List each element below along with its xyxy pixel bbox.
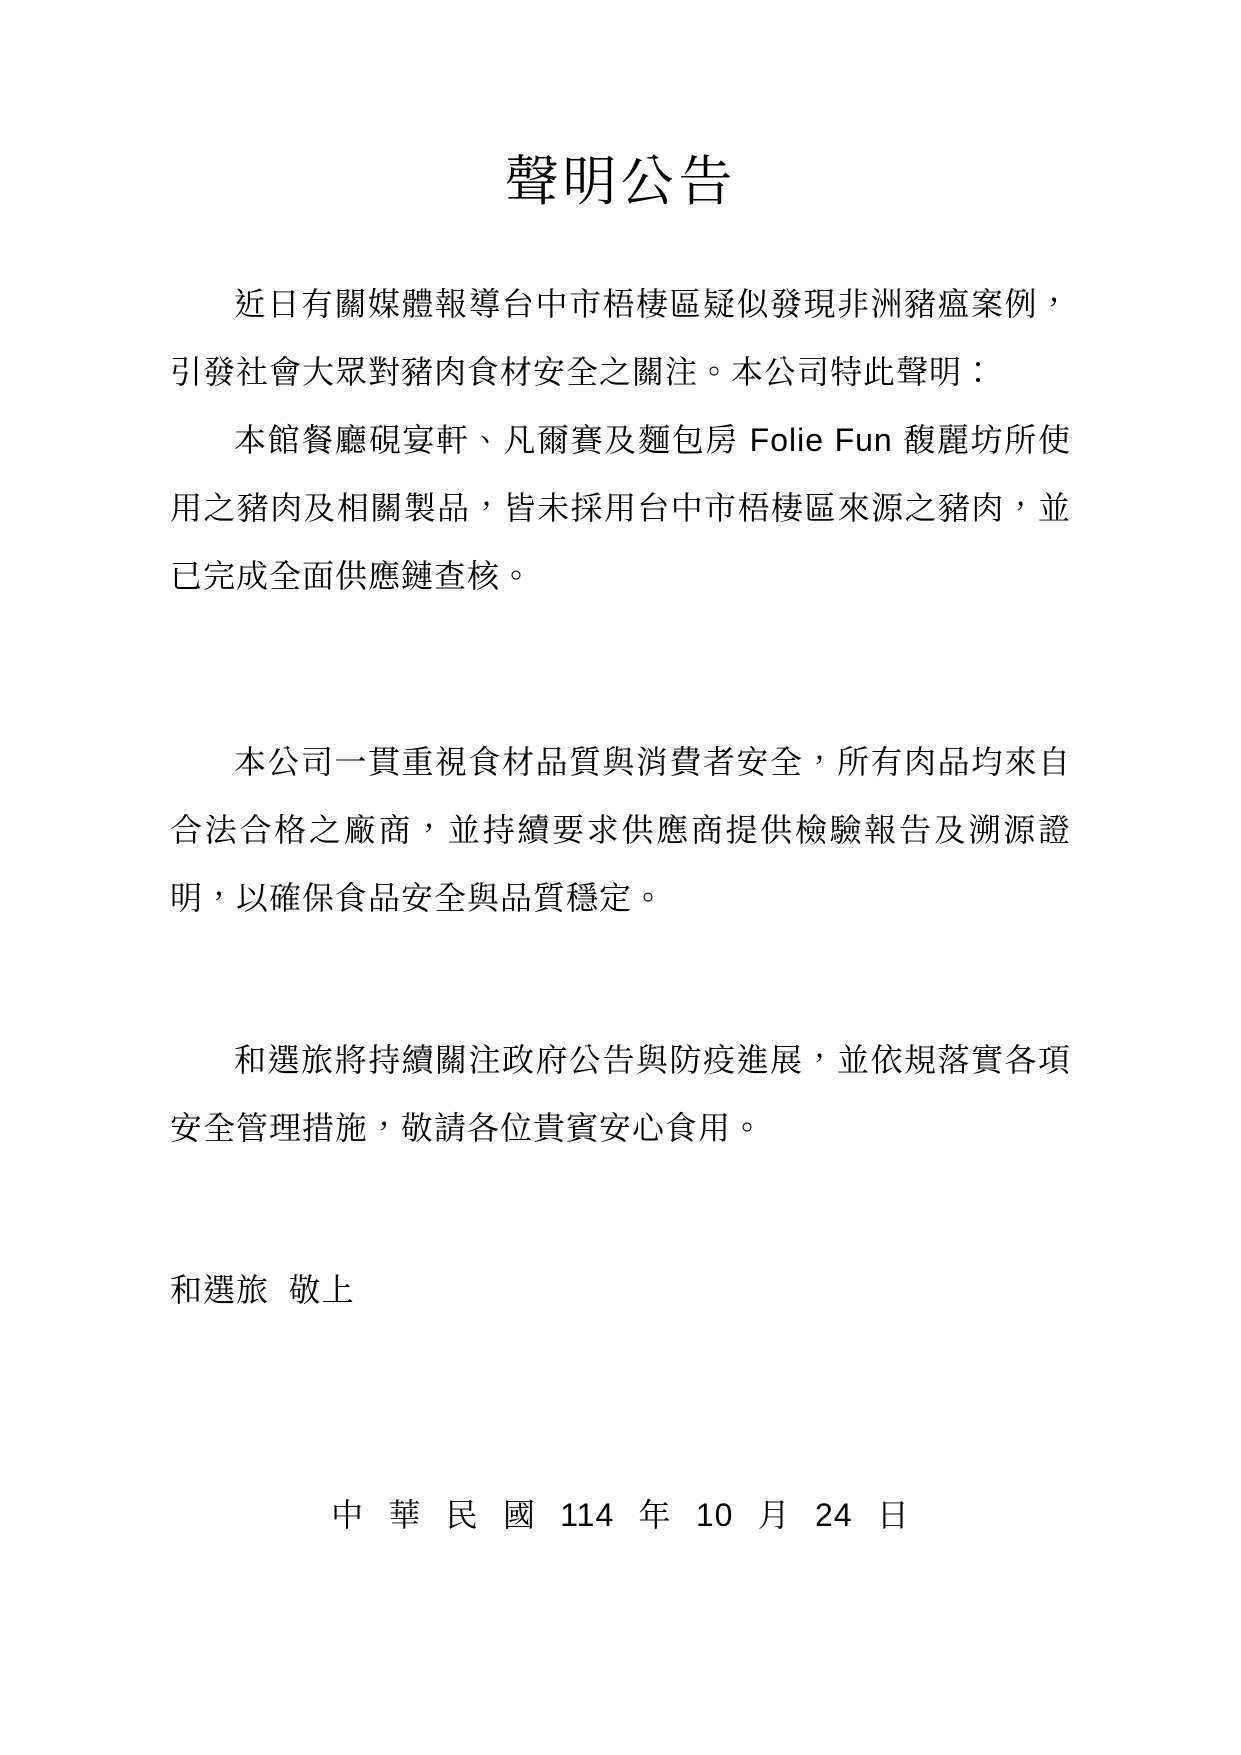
page-title: 聲明公告 [504, 152, 737, 212]
paragraph-quality: 本公司一貫重視食材品質與消費者安全，所有肉品均來自合法合格之廠商，並持續要求供應商提供檢驗報告及溯源證明，以確保食品安全與品質穩定。 [170, 743, 1071, 916]
paragraph-restaurants: 本館餐廳硯宴軒、凡爾賽及麵包房 Folie Fun 馥麗坊所使用之豬肉及相關製品，皆未採用台中市梧棲區來源之豬肉，並已完成全面供應鏈查核。 [170, 421, 1071, 594]
announcement-body [170, 270, 1071, 1162]
paragraph-followup: 和選旅將持續關注政府公告與防疫進展，並依規落實各項安全管理措施，敬請各位貴賓安心食用。 [170, 1041, 1071, 1146]
date-line: 中 華 民 國 114 年 10 月 24 日 [331, 1496, 910, 1533]
signature-line: 和選旅 敬上 [170, 1271, 355, 1308]
paragraph-intro: 近日有關媒體報導台中市梧棲區疑似發現非洲豬瘟案例，引發社會大眾對豬肉食材安全之關注。本公司特此聲明： [170, 285, 1071, 390]
